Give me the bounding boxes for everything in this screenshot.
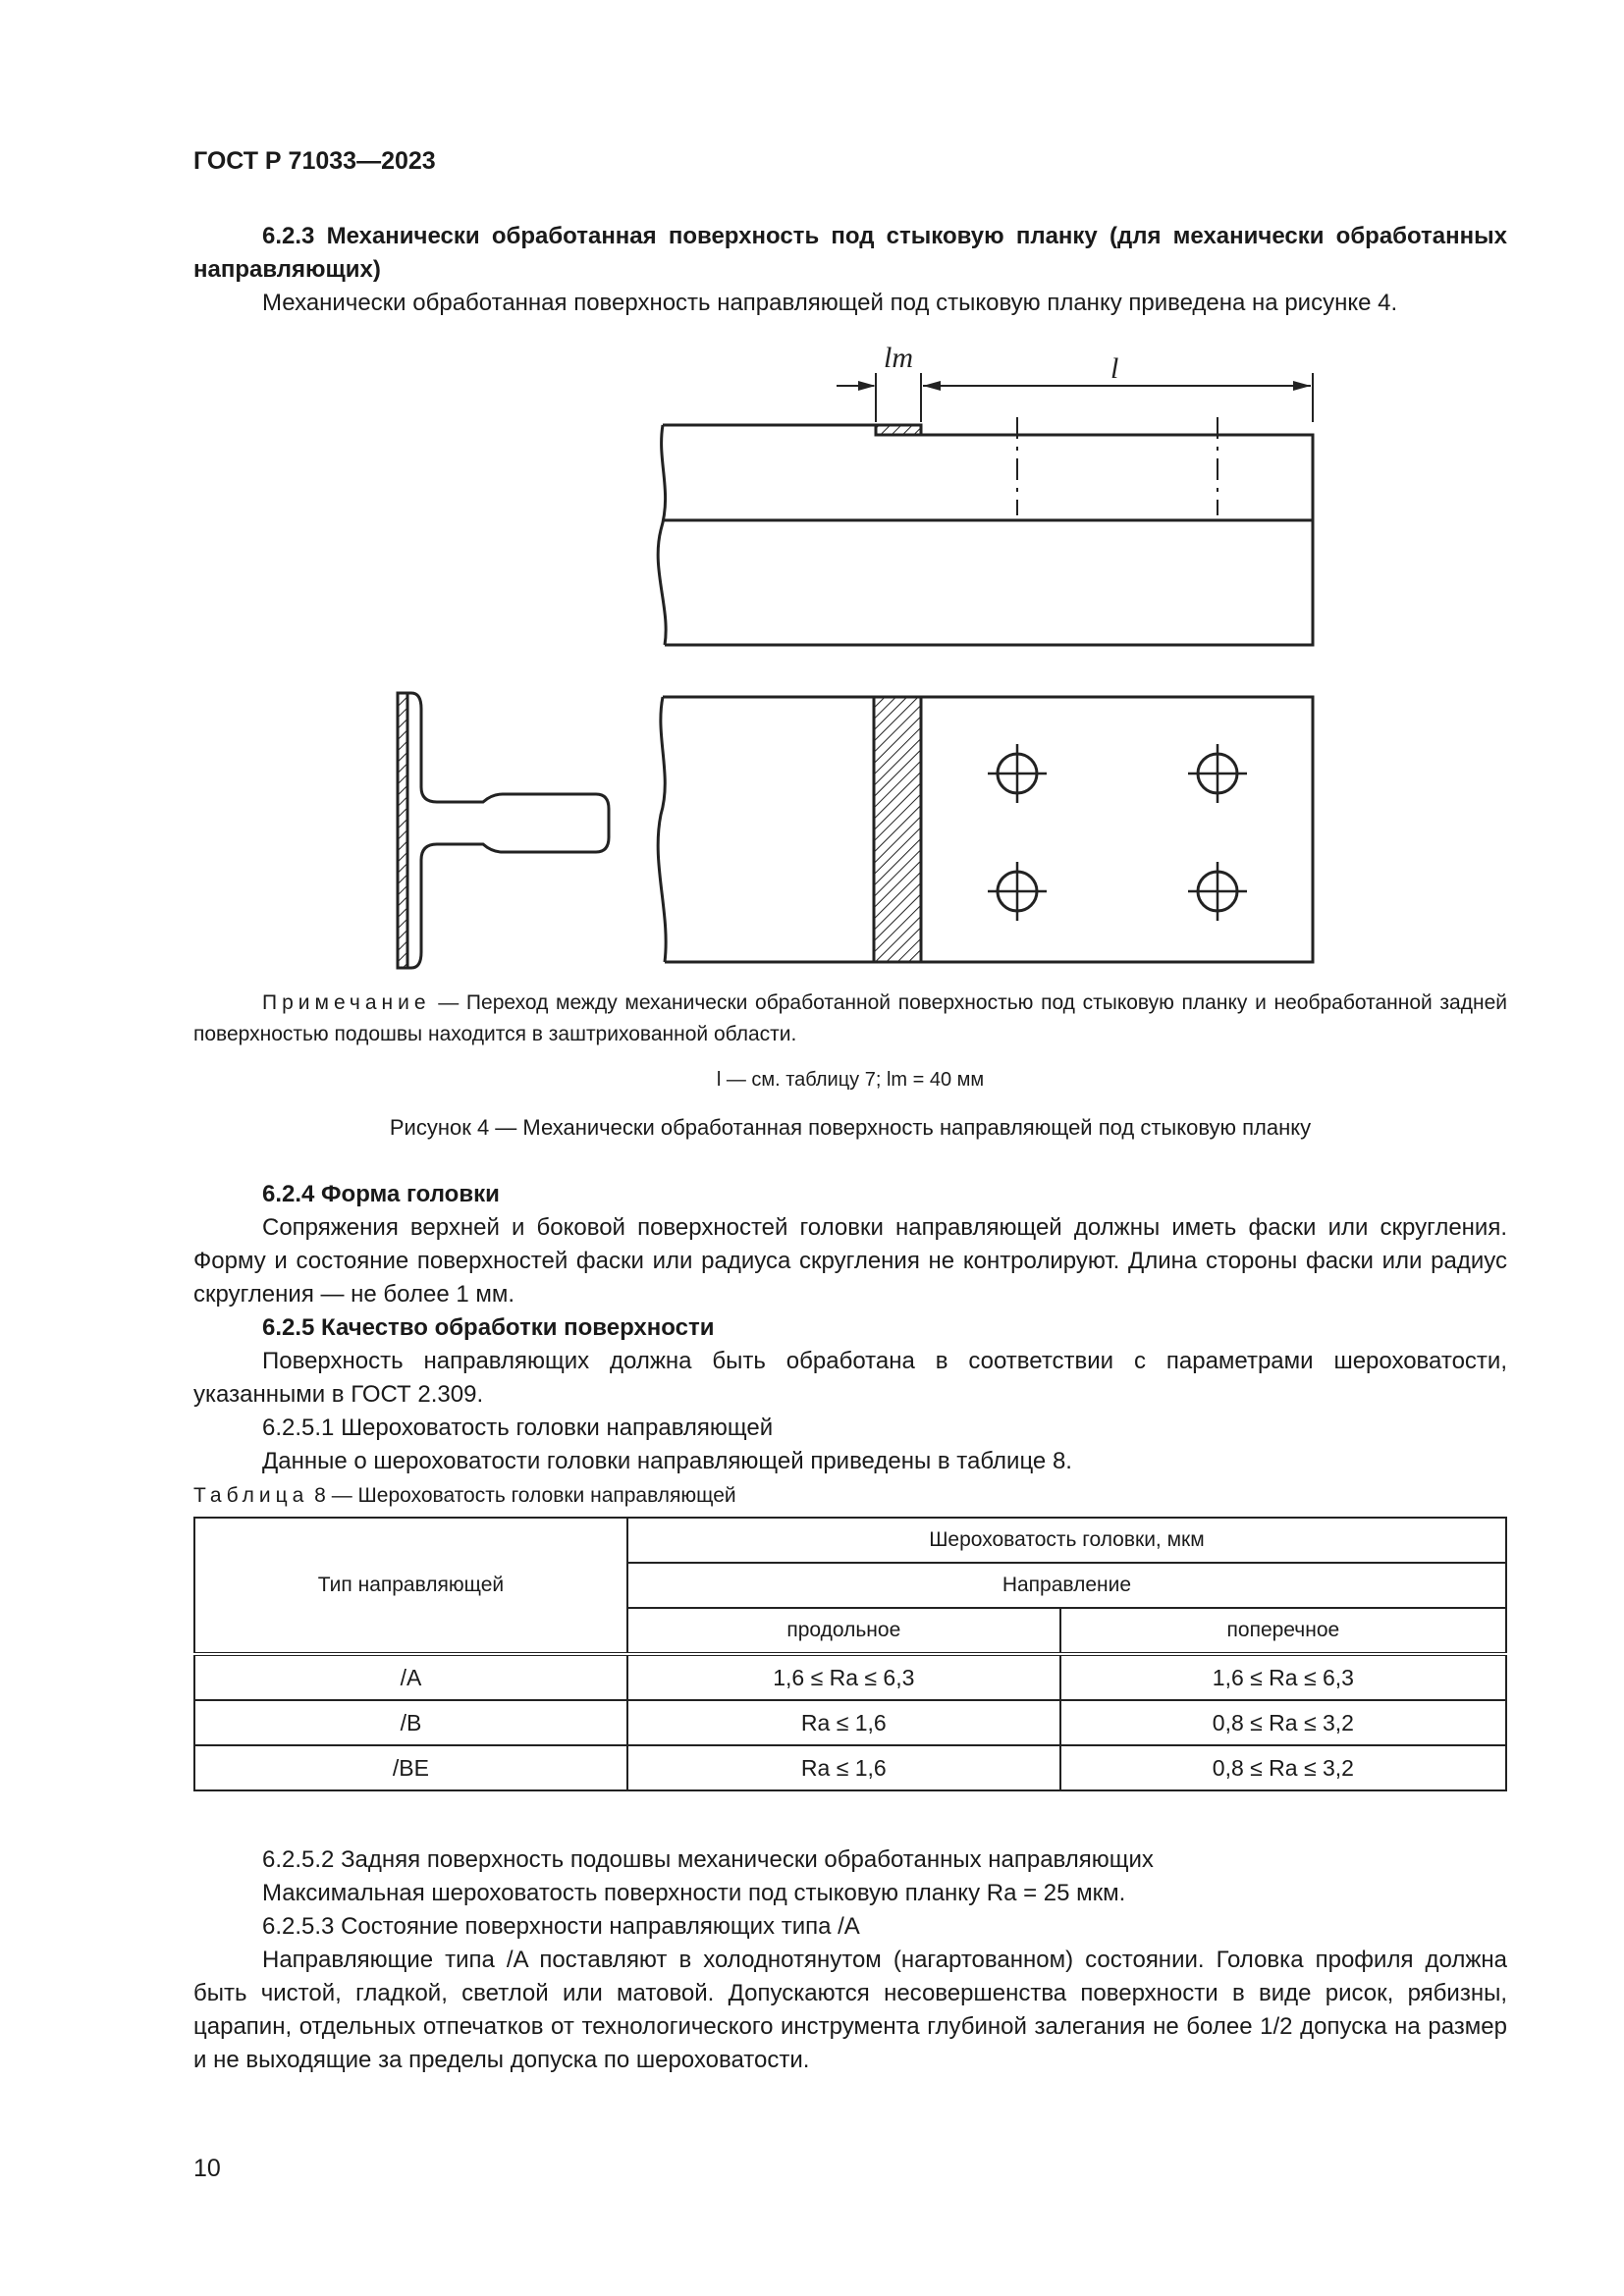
col-trans-header: поперечное (1060, 1608, 1506, 1654)
rail-profile (398, 693, 609, 968)
figure-legend: l — см. таблицу 7; lm = 40 мм (716, 1069, 985, 1091)
row-type: /A (194, 1654, 627, 1700)
section-6251-text: Данные о шероховатости головки направляющей приведены в таблице 8. (262, 1448, 1072, 1474)
section-6253-text: Направляющие типа /A поставляют в холоднотянутом (нагартованном) состоянии. Головка профиля должна быть чистой, гладкой, светлой или матовой. Допускаются несовершенства поверхности в виде рисок, рябизны, царапин, отдельных отпечатков от технологического инструмента глубиной залегания не более 1/2 допуска на размер и не выходящие за пределы допуска по шероховатости. (193, 1947, 1507, 2073)
row-long: Ra ≤ 1,6 (627, 1745, 1060, 1790)
rail-bottom-outline (663, 697, 1313, 962)
col-direction-header: Направление (627, 1563, 1506, 1608)
section-623-text: Механически обработанная поверхность направляющей под стыковую планку приведена на рисунке 4. (262, 290, 1398, 316)
table-title-text: 8 — Шероховатость головки направляющей (308, 1484, 736, 1507)
note-text: — Переход между механически обработанной поверхностью под стыковую планку и необработанной задней поверхностью подошвы находится в заштрихованной области. (193, 991, 1507, 1045)
table-row (194, 1745, 1506, 1790)
sections-624-625 (193, 1178, 1507, 1478)
row-trans: 1,6 ≤ Ra ≤ 6,3 (1060, 1654, 1506, 1700)
row-long: 1,6 ≤ Ra ≤ 6,3 (627, 1654, 1060, 1700)
row-trans: 0,8 ≤ Ra ≤ 3,2 (1060, 1700, 1506, 1745)
row-long: Ra ≤ 1,6 (627, 1700, 1060, 1745)
col-long-header: продольное (627, 1608, 1060, 1654)
section-6252-heading: 6.2.5.2 Задняя поверхность подошвы механически обработанных направляющих (262, 1846, 1154, 1873)
col-type-header: Тип направляющей (194, 1518, 627, 1654)
page-number: 10 (193, 2155, 221, 2182)
section-625-text: Поверхность направляющих должна быть обработана в соответствии с параметрами шероховатости, указанными в ГОСТ 2.309. (193, 1348, 1507, 1408)
document-code: ГОСТ Р 71033—2023 (193, 147, 436, 175)
section-623-heading: 6.2.3 Механически обработанная поверхность под стыковую планку (для механически обработанных направляющих) (193, 223, 1507, 283)
row-trans: 0,8 ≤ Ra ≤ 3,2 (1060, 1745, 1506, 1790)
figure-caption: Рисунок 4 — Механически обработанная поверхность направляющей под стыковую планку (389, 1115, 1312, 1140)
table-row (194, 1654, 1506, 1700)
machined-area-top (876, 425, 921, 435)
machined-area-bottom (874, 697, 921, 962)
dim-lm-label: lm (884, 344, 913, 374)
section-6253-heading: 6.2.5.3 Состояние поверхности направляющих типа /A (262, 1913, 860, 1940)
section-623 (193, 220, 1507, 320)
table-label: Таблица (193, 1484, 309, 1507)
table-8 (193, 1517, 1507, 1791)
section-6252-text: Максимальная шероховатость поверхности под стыковую планку Ra = 25 мкм. (262, 1880, 1126, 1906)
figure-4-drawing (193, 344, 1507, 972)
figure-note (193, 988, 1507, 1095)
section-6251-heading: 6.2.5.1 Шероховатость головки направляющей (262, 1415, 774, 1441)
rail-bottom-break-line (658, 697, 666, 962)
dim-l-label: l (1110, 352, 1119, 385)
sections-6252-6253 (193, 1843, 1507, 2077)
section-624-text: Сопряжения верхней и боковой поверхностей головки направляющей должны иметь фаски или скругления. Форму и состояние поверхностей фаски или радиуса скругления не контролируют. Длина стороны фаски или радиус скругления — не более 1 мм. (193, 1214, 1507, 1308)
table-row (194, 1700, 1506, 1745)
section-625-heading: 6.2.5 Качество обработки поверхности (262, 1314, 715, 1341)
row-type: /B (194, 1700, 627, 1745)
table-8-title (193, 1484, 736, 1508)
note-label: Примечание (262, 991, 431, 1014)
rail-side-outline (663, 425, 1313, 645)
row-type: /BE (194, 1745, 627, 1790)
section-624-heading: 6.2.4 Форма головки (262, 1181, 500, 1207)
rail-side-break-line (658, 425, 666, 645)
col-rough-header: Шероховатость головки, мкм (627, 1518, 1506, 1563)
